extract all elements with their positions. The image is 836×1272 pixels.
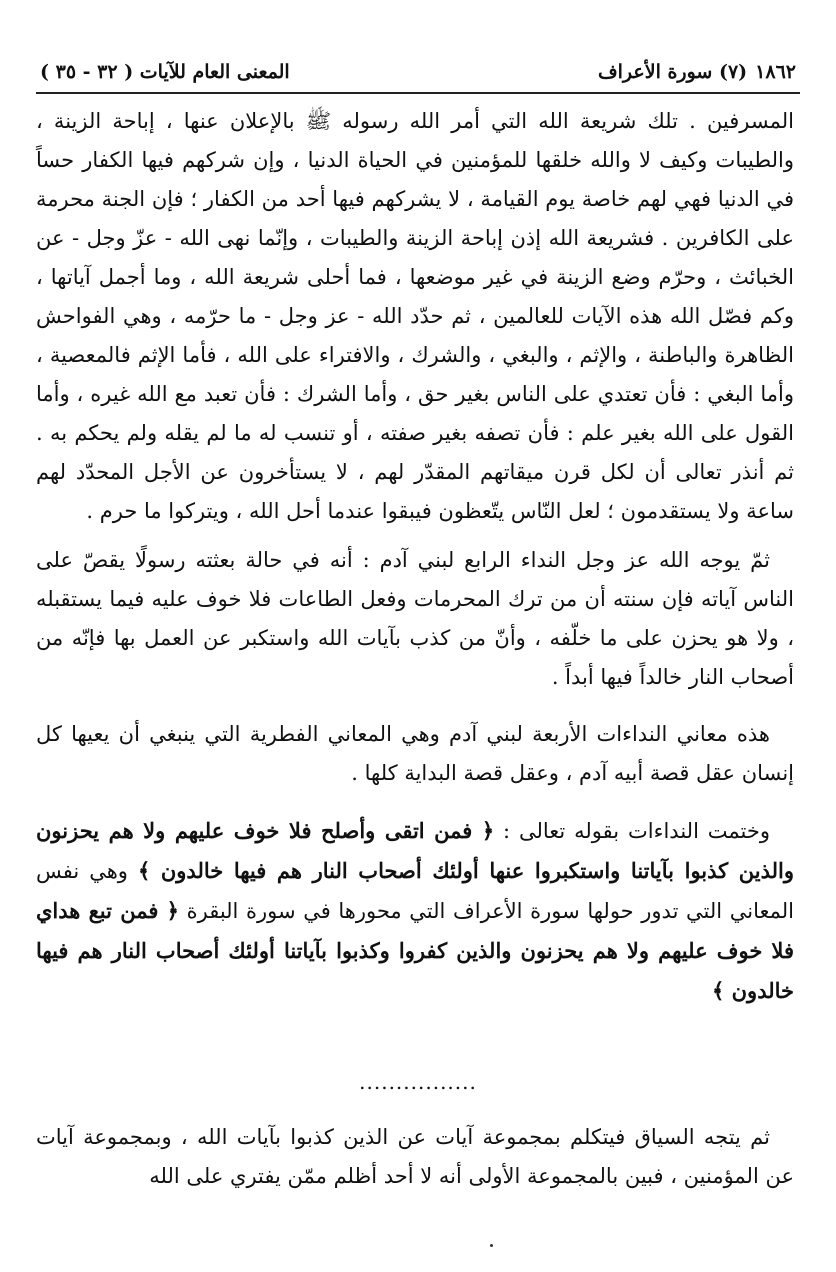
header-divider [36,92,800,94]
paragraph-4 [36,811,794,1011]
paragraph-4-middle: وهي نفس المعاني التي تدور حولها سورة الأعراف التي محورها في سورة البقرة [36,859,794,923]
quran-verse-2: ﴿ فمن تبع هداي فلا خوف عليهم ولا هم يحزنون والذين كفروا وكذبوا بآياتنا أولئك أصحاب النار هم فيها خالدون ﴾ [36,898,794,1003]
main-text [36,102,794,1011]
print-dot [490,1244,493,1247]
section-separator: ................ [359,1070,477,1094]
section-title: المعنى العام للآيات ( ٣٢ - ٣٥ ) [40,61,290,83]
surah-title: (٧) سورة الأعراف [597,61,748,83]
paragraph-4-intro: وختمت النداءات بقوله تعالى : [494,819,771,843]
quran-verse-1: ﴿ فمن اتقى وأصلح فلا خوف عليهم ولا هم يحزنون والذين كذبوا بآياتنا واستكبروا عنها أولئك أصحاب النار هم فيها خالدون ﴾ [36,818,795,883]
paragraph-2: ثمّ يوجه الله عز وجل النداء الرابع لبني آدم : أنه في حالة بعثته رسولًا يقصّ على الناس آياته فإن سنته أن من ترك المحرمات وفعل الطاعات فلا خوف عليه فيما يستقبله ، ولا هو يحزن على ما خلّفه ، وأنّ من كذب بآيات الله واستكبر عن العمل بها فإنّه من أصحاب النار خالداً فيها أبداً . [36,548,794,689]
paragraph-3: هذه معاني النداءات الأربعة لبني آدم وهي المعاني الفطرية التي ينبغي أن يعيها كل إنسان عقل قصة أبيه آدم ، وعقل قصة البداية كلها . [36,722,794,785]
page-number: ١٨٦٢ [755,61,796,83]
bottom-paragraph: ثم يتجه السياق فيتكلم بمجموعة آيات عن الذين كذبوا بآيات الله ، وبمجموعة آيات عن المؤمنين ، فبين بالمجموعة الأولى أنه لا أحد أظلم ممّن يفتري على الله [36,1125,794,1188]
page-header [40,54,796,90]
header-right [598,61,796,83]
paragraph-1: المسرفين . تلك شريعة الله التي أمر الله رسوله ﷺ بالإعلان عنها ، إباحة الزينة ، والطيبات وكيف لا والله خلقها للمؤمنين في الحياة الدنيا ، وإن شركهم فيها الكفار حساً في الدنيا فهي لهم خاصة يوم القيامة ، لا يشركهم فيها أحد من الكفار ؛ فإن الجنة محرمة على الكافرين . فشريعة الله إذن إباحة الزينة والطيبات ، وإنّما نهى الله - عزّ وجل - عن الخبائث ، وحرّم وضع الزينة في غير موضعها ، فما أحلى شريعة الله ، وما أجمل آياتها ، وكم فصّل الله هذه الآيات للعالمين ، ثم حدّد الله - عز وجل - ما حرّمه ، وهي الفواحش الظاهرة والباطنة ، والإثم ، والبغي ، والشرك ، والافتراء على الله ، فأما الإثم فالمعصية ، وأما البغي : فأن تعتدي على الناس بغير حق ، وأما الشرك : فأن تعبد مع الله غيره ، وأما القول على الله بغير علم : فأن تصفه بغير صفته ، أو تنسب له ما لم يقله ولم يحكم به . ثم أنذر تعالى أن لكل قرن ميقاتهم المقدّر لهم ، لا يستأخرون عن الأجل المحدّد لهم ساعة ولا يستقدمون ؛ لعل النّاس يتّعظون فيبقوا عندما أحل الله ، ويتركوا ما حرم . [36,109,794,523]
